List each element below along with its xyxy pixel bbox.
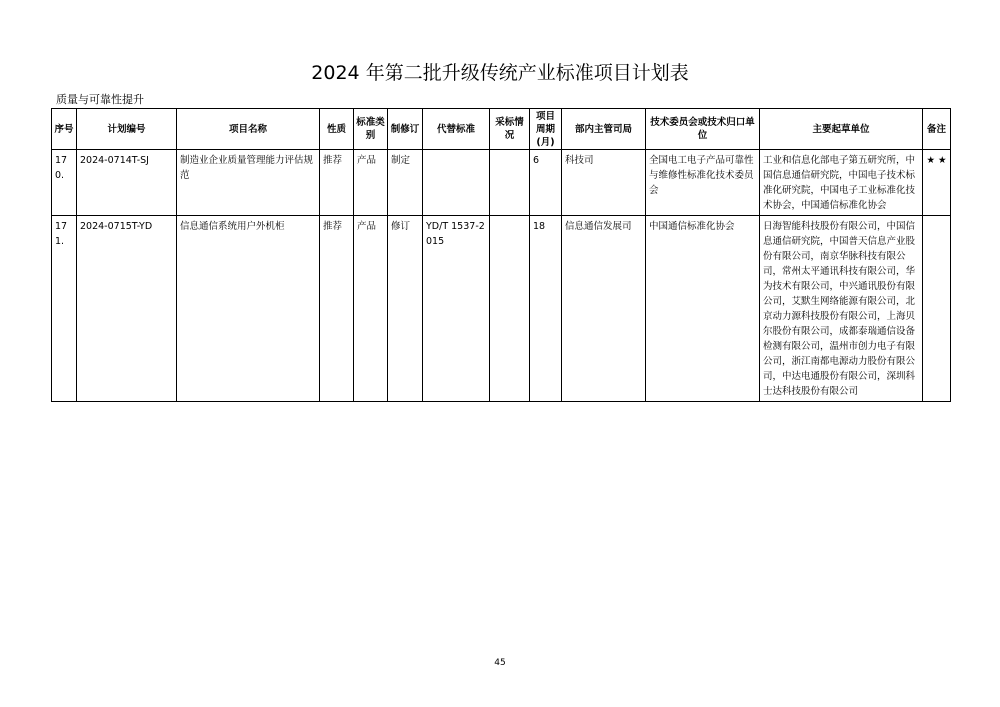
cell-department: 科技司 [562, 150, 646, 216]
cell-revision: 制定 [388, 150, 423, 216]
header-plan-no: 计划编号 [77, 109, 177, 150]
cell-committee: 中国通信标准化协会 [646, 216, 760, 402]
cell-plan-no: 2024-0714T-SJ [77, 150, 177, 216]
header-committee: 技术委员会或技术归口单位 [646, 109, 760, 150]
cell-seq: 170. [52, 150, 77, 216]
header-nature: 性质 [320, 109, 354, 150]
cell-revision: 修订 [388, 216, 423, 402]
cell-nature: 推荐 [320, 216, 354, 402]
header-revision: 制修订 [388, 109, 423, 150]
cell-notes-stars: ★ ★ [923, 150, 951, 216]
cell-committee: 全国电工电子产品可靠性与维修性标准化技术委员会 [646, 150, 760, 216]
table-row [52, 216, 951, 402]
cell-period: 18 [530, 216, 562, 402]
cell-replaced-standard: YD/T 1537-2015 [423, 216, 490, 402]
cell-plan-no: 2024-0715T-YD [77, 216, 177, 402]
header-notes: 备注 [923, 109, 951, 150]
cell-drafters: 日海智能科技股份有限公司，中国信息通信研究院，中国普天信息产业股份有限公司，南京华脉科技有限公司，常州太平通讯科技有限公司，华为技术有限公司，中兴通讯股份有限公司，艾默生网络能源有限公司，北京动力源科技股份有限公司，上海贝尔股份有限公司，成都泰瑞通信设备检测有限公司，温州市创力电子有限公司，浙江南都电源动力股份有限公司，中达电通股份有限公司，深圳科士达科技股份有限公司 [760, 216, 923, 402]
cell-adoption [490, 150, 530, 216]
cell-project-name: 制造业企业质量管理能力评估规范 [177, 150, 320, 216]
document-title: 2024 年第二批升级传统产业标准项目计划表 [311, 62, 689, 84]
cell-department: 信息通信发展司 [562, 216, 646, 402]
table-row [52, 150, 951, 216]
header-category: 标准类别 [354, 109, 388, 150]
cell-category: 产品 [354, 150, 388, 216]
cell-project-name: 信息通信系统用户外机柜 [177, 216, 320, 402]
section-label: 质量与可靠性提升 [56, 93, 144, 106]
cell-nature: 推荐 [320, 150, 354, 216]
cell-adoption [490, 216, 530, 402]
standards-plan-table [51, 108, 951, 402]
header-drafters: 主要起草单位 [760, 109, 923, 150]
header-department: 部内主管司局 [562, 109, 646, 150]
header-adoption: 采标情况 [490, 109, 530, 150]
header-replaced-standard: 代替标准 [423, 109, 490, 150]
page-number: 45 [494, 658, 506, 668]
cell-drafters: 工业和信息化部电子第五研究所，中国信息通信研究院，中国电子技术标准化研究院，中国电子工业标准化技术协会，中国通信标准化协会 [760, 150, 923, 216]
cell-period: 6 [530, 150, 562, 216]
header-seq: 序号 [52, 109, 77, 150]
cell-replaced-standard [423, 150, 490, 216]
cell-category: 产品 [354, 216, 388, 402]
cell-seq: 171. [52, 216, 77, 402]
header-project-name: 项目名称 [177, 109, 320, 150]
table-header-row [52, 109, 951, 150]
header-period: 项目周期(月) [530, 109, 562, 150]
cell-notes [923, 216, 951, 402]
